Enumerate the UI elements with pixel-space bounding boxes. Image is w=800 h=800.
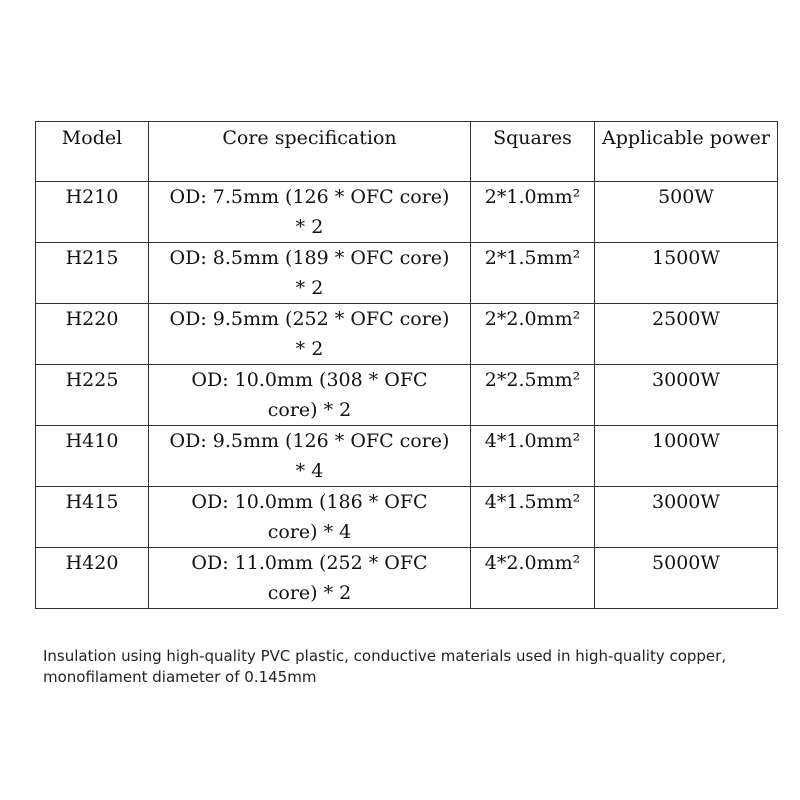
model-cell — [36, 426, 149, 487]
squares-cell — [471, 182, 595, 243]
table-row — [36, 182, 778, 243]
model-cell — [36, 365, 149, 426]
squares-cell — [471, 548, 595, 609]
core-specification-cell-text: OD: 9.5mm (252 * OFC core) * 2 — [169, 308, 450, 360]
core-specification-cell-text: OD: 9.5mm (126 * OFC core) * 4 — [169, 430, 450, 482]
core-specification-cell — [149, 182, 471, 243]
applicable-power-cell-text: 1500W — [652, 247, 720, 269]
model-cell-text: H415 — [65, 491, 119, 513]
applicable-power-cell — [595, 365, 778, 426]
applicable-power-cell — [595, 243, 778, 304]
model-cell — [36, 182, 149, 243]
applicable-power-cell-text: 2500W — [652, 308, 720, 330]
model-cell-text: H215 — [65, 247, 119, 269]
table-body — [36, 182, 778, 609]
applicable-power-cell — [595, 487, 778, 548]
core-specification-cell — [149, 243, 471, 304]
model-cell-text: H225 — [65, 369, 119, 391]
applicable-power-cell-text: 3000W — [652, 369, 720, 391]
core-specification-cell — [149, 304, 471, 365]
squares-cell — [471, 426, 595, 487]
model-cell-text: H220 — [65, 308, 119, 330]
insulation-note: Insulation using high-quality PVC plastic, conductive materials used in high-quality copper, monofilament diameter of 0.145mm — [43, 647, 727, 686]
core-specification-cell — [149, 365, 471, 426]
header-core-specification: Core specification — [149, 122, 471, 182]
header-applicable-power: Applicable power — [595, 122, 778, 182]
applicable-power-cell — [595, 304, 778, 365]
core-specification-cell-text: OD: 11.0mm (252 * OFC core) * 2 — [191, 552, 428, 604]
applicable-power-cell-text: 5000W — [652, 552, 720, 574]
squares-cell — [471, 365, 595, 426]
model-cell — [36, 243, 149, 304]
squares-cell-text: 2*1.5mm² — [484, 247, 581, 269]
model-cell-text: H410 — [65, 430, 119, 452]
squares-cell — [471, 304, 595, 365]
applicable-power-cell — [595, 426, 778, 487]
squares-cell-text: 2*2.5mm² — [484, 369, 581, 391]
core-specification-cell-text: OD: 10.0mm (186 * OFC core) * 4 — [191, 491, 428, 543]
table-row — [36, 243, 778, 304]
applicable-power-cell-text: 1000W — [652, 430, 720, 452]
squares-cell-text: 4*2.0mm² — [484, 552, 581, 574]
squares-cell — [471, 243, 595, 304]
table-row — [36, 548, 778, 609]
squares-cell-text: 2*2.0mm² — [484, 308, 581, 330]
squares-cell-text: 2*1.0mm² — [484, 186, 581, 208]
table-row — [36, 487, 778, 548]
core-specification-cell-text: OD: 10.0mm (308 * OFC core) * 2 — [191, 369, 428, 421]
table-row — [36, 304, 778, 365]
squares-cell-text: 4*1.5mm² — [484, 491, 581, 513]
applicable-power-cell-text: 3000W — [652, 491, 720, 513]
table-header-row — [36, 122, 778, 182]
model-cell — [36, 548, 149, 609]
model-cell — [36, 304, 149, 365]
core-specification-cell-text: OD: 8.5mm (189 * OFC core) * 2 — [169, 247, 450, 299]
table-row — [36, 426, 778, 487]
squares-cell-text: 4*1.0mm² — [484, 430, 581, 452]
core-specification-cell — [149, 487, 471, 548]
cable-spec-table — [35, 121, 778, 609]
core-specification-cell — [149, 548, 471, 609]
applicable-power-cell-text: 500W — [658, 186, 714, 208]
applicable-power-cell — [595, 182, 778, 243]
table-row — [36, 365, 778, 426]
core-specification-cell — [149, 426, 471, 487]
model-cell-text: H420 — [65, 552, 119, 574]
squares-cell — [471, 487, 595, 548]
model-cell — [36, 487, 149, 548]
core-specification-cell-text: OD: 7.5mm (126 * OFC core) * 2 — [169, 186, 450, 238]
header-model: Model — [36, 122, 149, 182]
applicable-power-cell — [595, 548, 778, 609]
model-cell-text: H210 — [65, 186, 119, 208]
header-squares: Squares — [471, 122, 595, 182]
